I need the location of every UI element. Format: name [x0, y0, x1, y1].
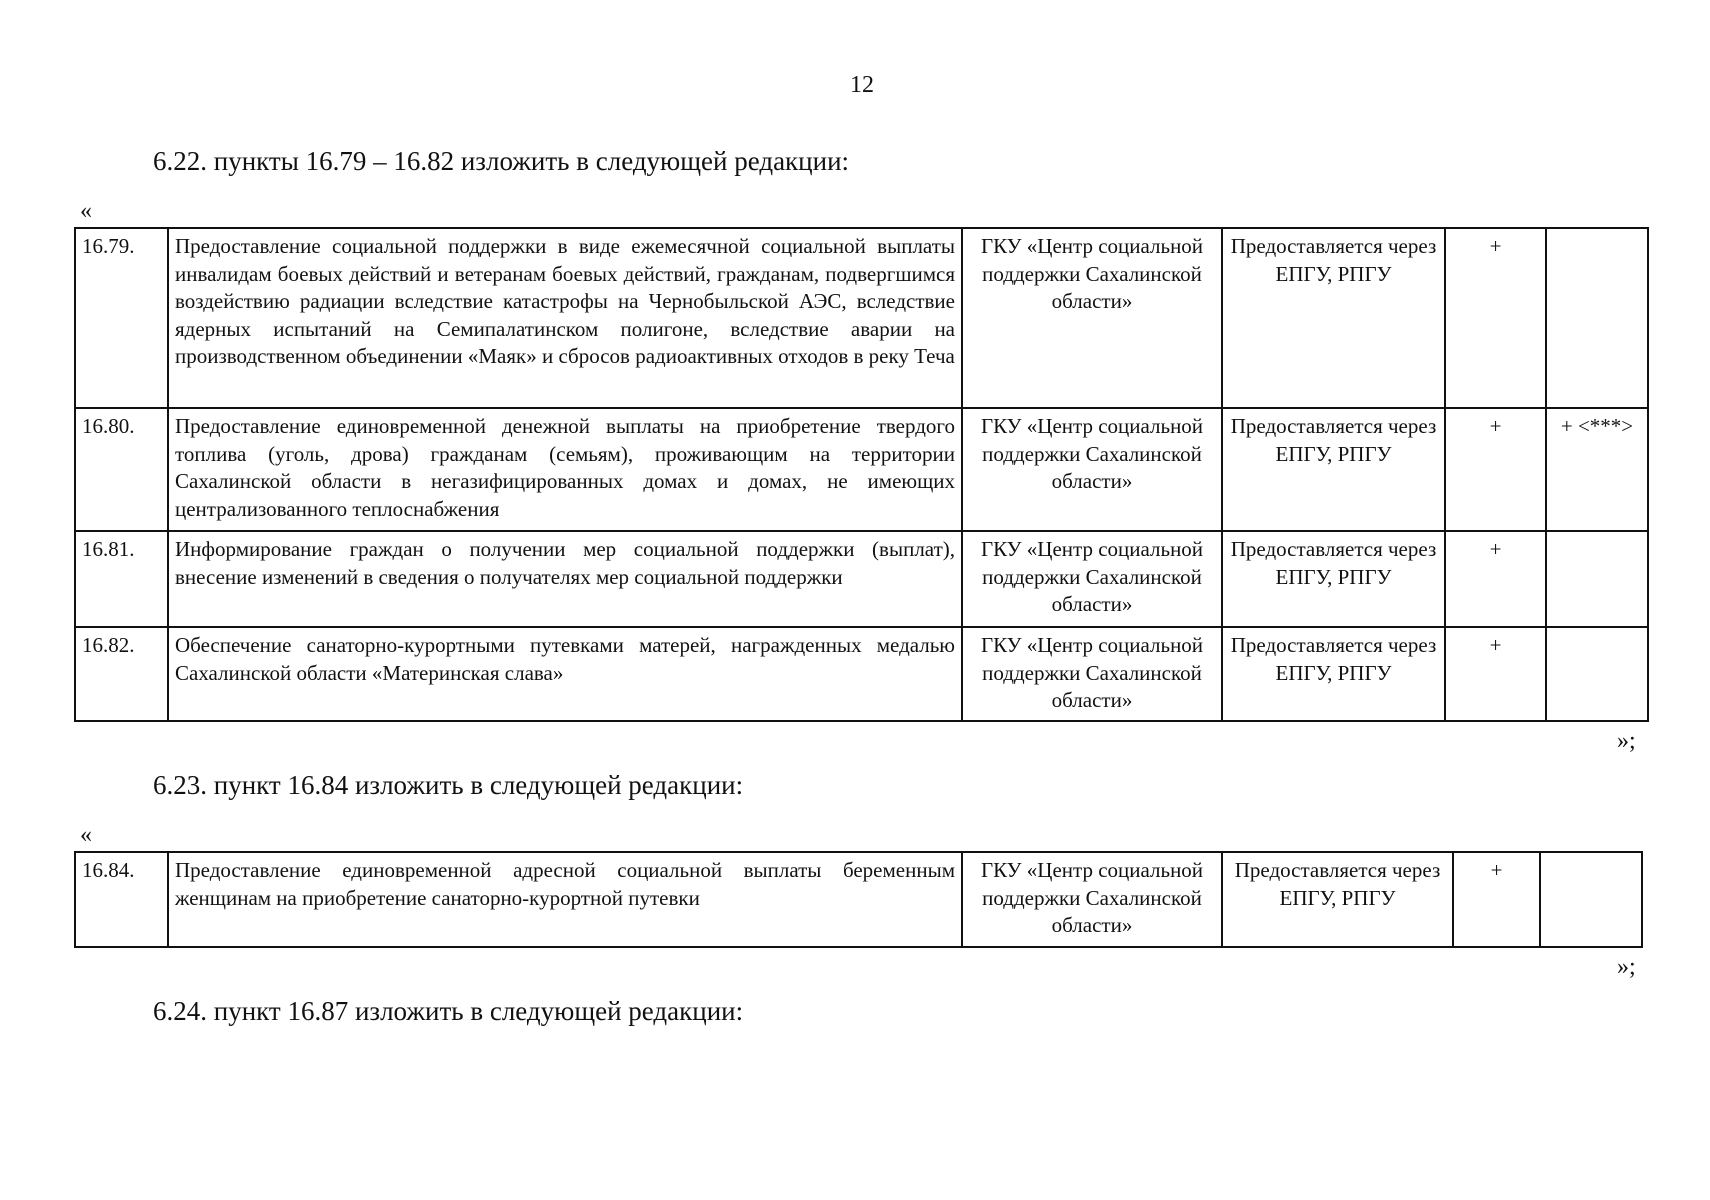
service-plus-mark: +	[1453, 852, 1540, 947]
row-number: 16.84.	[75, 852, 168, 947]
section-heading-6-22: 6.22. пункты 16.79 – 16.82 изложить в следующей редакции:	[153, 146, 850, 176]
service-access: Предоставляется через ЕПГУ, РПГУ	[1222, 627, 1445, 721]
table-row	[75, 228, 1648, 408]
services-table-2	[74, 851, 1643, 948]
service-organization: ГКУ «Центр социальной поддержки Сахалинской области»	[962, 627, 1222, 721]
service-access: Предоставляется через ЕПГУ, РПГУ	[1222, 531, 1445, 627]
service-access: Предоставляется через ЕПГУ, РПГУ	[1222, 228, 1445, 408]
service-extra-mark	[1540, 852, 1642, 947]
service-plus-mark: +	[1445, 627, 1546, 721]
service-access: Предоставляется через ЕПГУ, РПГУ	[1222, 408, 1445, 531]
table-row	[75, 627, 1648, 721]
service-description: Предоставление социальной поддержки в виде ежемесячной социальной выплаты инвалидам боевых действий и ветеранам боевых действий, гражданам, подвергшимся воздействию радиации вследствие катастрофы на Чернобыльской АЭС, вследствие ядерных испытаний на Семипалатинском полигоне, вследствие аварии на производственном объединении «Маяк» и сбросов радиоактивных отходов в реку Теча	[168, 228, 962, 408]
service-extra-mark	[1546, 228, 1648, 408]
section-heading-6-23: 6.23. пункт 16.84 изложить в следующей редакции:	[153, 770, 744, 800]
service-organization: ГКУ «Центр социальной поддержки Сахалинской области»	[962, 531, 1222, 627]
page-number: 12	[850, 72, 874, 98]
row-number: 16.82.	[75, 627, 168, 721]
quote-close-1: »;	[1617, 728, 1636, 754]
section-heading-6-24: 6.24. пункт 16.87 изложить в следующей редакции:	[153, 996, 744, 1026]
service-organization: ГКУ «Центр социальной поддержки Сахалинской области»	[962, 408, 1222, 531]
service-description: Обеспечение санаторно-курортными путевками матерей, награжденных медалью Сахалинской области «Материнская слава»	[168, 627, 962, 721]
row-number: 16.80.	[75, 408, 168, 531]
table-row	[75, 408, 1648, 531]
quote-close-2: »;	[1617, 954, 1636, 980]
quote-open-1: «	[80, 198, 92, 224]
service-extra-mark: + <***>	[1546, 408, 1648, 531]
service-plus-mark: +	[1445, 531, 1546, 627]
service-description: Информирование граждан о получении мер социальной поддержки (выплат), внесение изменений в сведения о получателях мер социальной поддержки	[168, 531, 962, 627]
table-row	[75, 531, 1648, 627]
services-table-1	[74, 227, 1649, 722]
table-row	[75, 852, 1642, 947]
service-plus-mark: +	[1445, 408, 1546, 531]
service-extra-mark	[1546, 531, 1648, 627]
service-description: Предоставление единовременной адресной социальной выплаты беременным женщинам на приобретение санаторно-курортной путевки	[168, 852, 962, 947]
service-description: Предоставление единовременной денежной выплаты на приобретение твердого топлива (уголь, дрова) гражданам (семьям), проживающим на территории Сахалинской области в негазифицированных домах и домах, не имеющих централизованного теплоснабжения	[168, 408, 962, 531]
service-access: Предоставляется через ЕПГУ, РПГУ	[1222, 852, 1453, 947]
row-number: 16.81.	[75, 531, 168, 627]
service-plus-mark: +	[1445, 228, 1546, 408]
service-organization: ГКУ «Центр социальной поддержки Сахалинской области»	[962, 228, 1222, 408]
row-number: 16.79.	[75, 228, 168, 408]
service-extra-mark	[1546, 627, 1648, 721]
quote-open-2: «	[80, 822, 92, 848]
service-organization: ГКУ «Центр социальной поддержки Сахалинской области»	[962, 852, 1222, 947]
